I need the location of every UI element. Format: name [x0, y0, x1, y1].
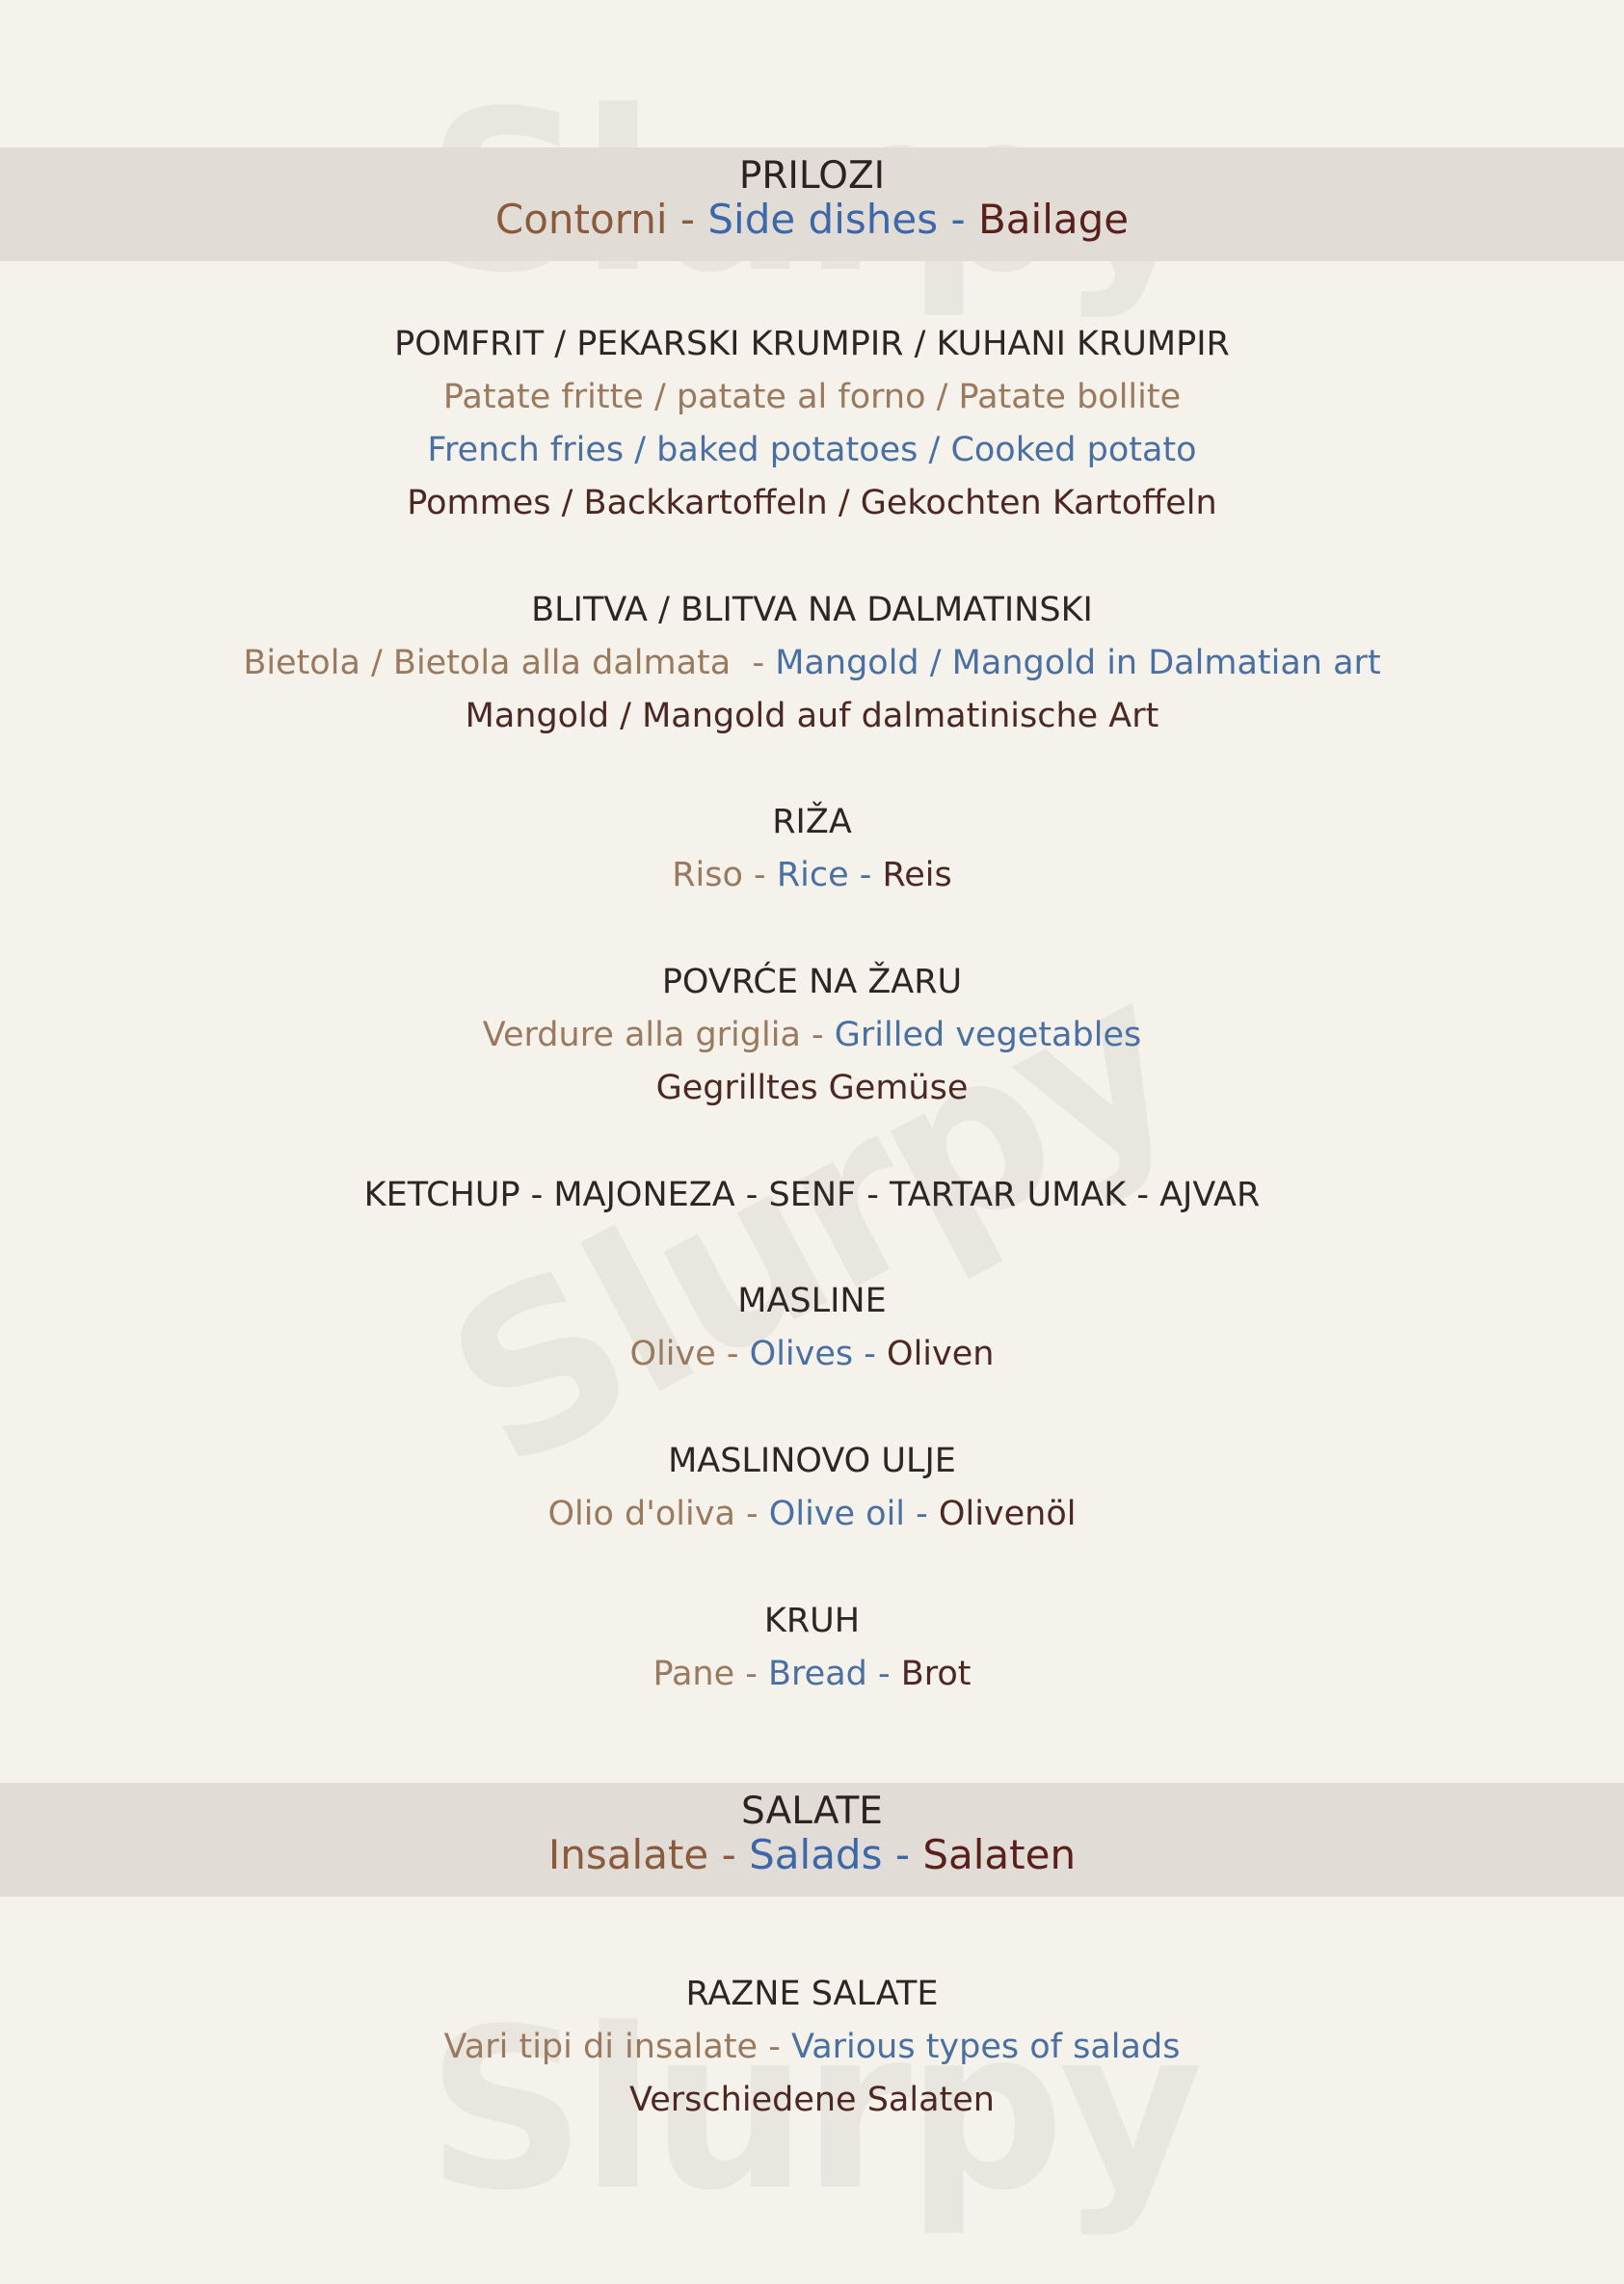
item-translations	[0, 637, 1624, 690]
separator: -	[882, 1831, 923, 1878]
item-name-de: Brot	[900, 1655, 972, 1693]
item-translations	[0, 2021, 1624, 2074]
section-header-prilozi	[0, 147, 1624, 261]
item-name-hr: BLITVA / BLITVA NA DALMATINSKI	[531, 591, 1093, 629]
item-name-de: Mangold / Mangold auf dalmatinische Art	[465, 697, 1159, 735]
item-name-it: Olio d'oliva	[547, 1495, 735, 1533]
menu-item-potatoes	[0, 318, 1624, 530]
section-title: SALATE	[741, 1790, 883, 1833]
section-subtitle	[0, 1833, 1624, 1877]
subtitle-de: Bailage	[977, 196, 1130, 243]
section-title: PRILOZI	[738, 154, 886, 198]
item-name-it: Pane	[652, 1655, 735, 1693]
item-name-hr: KETCHUP - MAJONEZA - SENF - TARTAR UMAK - AJVAR	[363, 1176, 1261, 1214]
item-name-it: Olive	[629, 1335, 716, 1373]
item-name-hr: KRUH	[763, 1602, 861, 1640]
subtitle-en: Salads	[749, 1831, 883, 1878]
separator: -	[800, 1016, 835, 1054]
item-name-de: Pommes / Backkartoffeln / Gekochten Kartoffeln	[407, 484, 1217, 522]
separator: -	[715, 1335, 750, 1373]
separator: -	[731, 644, 776, 682]
item-name-de: Reis	[882, 856, 952, 894]
item-translations	[0, 1488, 1624, 1541]
menu-item-bread	[0, 1595, 1624, 1701]
item-name-it: Vari tipi di insalate	[443, 2028, 759, 2066]
item-translations	[0, 1009, 1624, 1062]
item-name-en: Mangold / Mangold in Dalmatian art	[775, 644, 1381, 682]
menu-item-sauces	[0, 1169, 1624, 1222]
item-translations	[0, 849, 1624, 902]
subtitle-it: Contorni	[494, 196, 668, 243]
item-name-de: Gegrilltes Gemüse	[655, 1069, 969, 1107]
menu-item-olive-oil	[0, 1435, 1624, 1541]
section-subtitle	[0, 198, 1624, 242]
separator: -	[758, 2028, 791, 2066]
subtitle-de: Salaten	[922, 1831, 1077, 1878]
menu-item-vegetables	[0, 956, 1624, 1115]
item-translations	[0, 1648, 1624, 1701]
separator: -	[667, 196, 708, 243]
separator: -	[853, 1335, 888, 1373]
subtitle-en: Side dishes	[707, 196, 939, 243]
item-name-en: Olives	[749, 1335, 854, 1373]
separator: -	[848, 856, 883, 894]
menu-item-salads	[0, 1968, 1624, 2127]
menu-item-olives	[0, 1275, 1624, 1381]
item-name-hr: MASLINOVO ULJE	[668, 1442, 956, 1480]
item-name-it: Verdure alla griglia	[482, 1016, 801, 1054]
item-name-de: Verschiedene Salaten	[629, 2081, 995, 2119]
item-translations	[0, 1328, 1624, 1381]
subtitle-it: Insalate	[547, 1831, 709, 1878]
separator: -	[938, 196, 978, 243]
separator: -	[708, 1831, 750, 1878]
item-name-en: Rice	[776, 856, 849, 894]
item-name-en: Bread	[768, 1655, 867, 1693]
item-name-en: Grilled vegetables	[834, 1016, 1142, 1054]
item-name-it: Riso	[672, 856, 743, 894]
item-name-hr: MASLINE	[737, 1282, 887, 1320]
separator: -	[734, 1495, 769, 1533]
separator: -	[905, 1495, 939, 1533]
item-name-it: Bietola / Bietola alla dalmata	[243, 644, 732, 682]
item-name-it: Patate fritte / patate al forno / Patate bollite	[442, 378, 1182, 416]
menu-item-chard	[0, 584, 1624, 743]
item-name-de: Oliven	[887, 1335, 995, 1373]
item-name-en: Olive oil	[768, 1495, 906, 1533]
menu-item-rice	[0, 796, 1624, 902]
item-name-de: Olivenöl	[938, 1495, 1077, 1533]
separator: -	[742, 856, 777, 894]
item-name-hr: POVRĆE NA ŽARU	[661, 963, 963, 1001]
separator: -	[734, 1655, 769, 1693]
item-name-en: French fries / baked potatoes / Cooked potato	[427, 431, 1197, 469]
separator: -	[866, 1655, 901, 1693]
item-name-hr: RAZNE SALATE	[685, 1975, 939, 2013]
item-name-en: Various types of salads	[790, 2028, 1181, 2066]
section-header-salate	[0, 1783, 1624, 1897]
item-name-hr: POMFRIT / PEKARSKI KRUMPIR / KUHANI KRUMPIR	[394, 325, 1230, 363]
item-name-hr: RIŽA	[772, 803, 852, 841]
